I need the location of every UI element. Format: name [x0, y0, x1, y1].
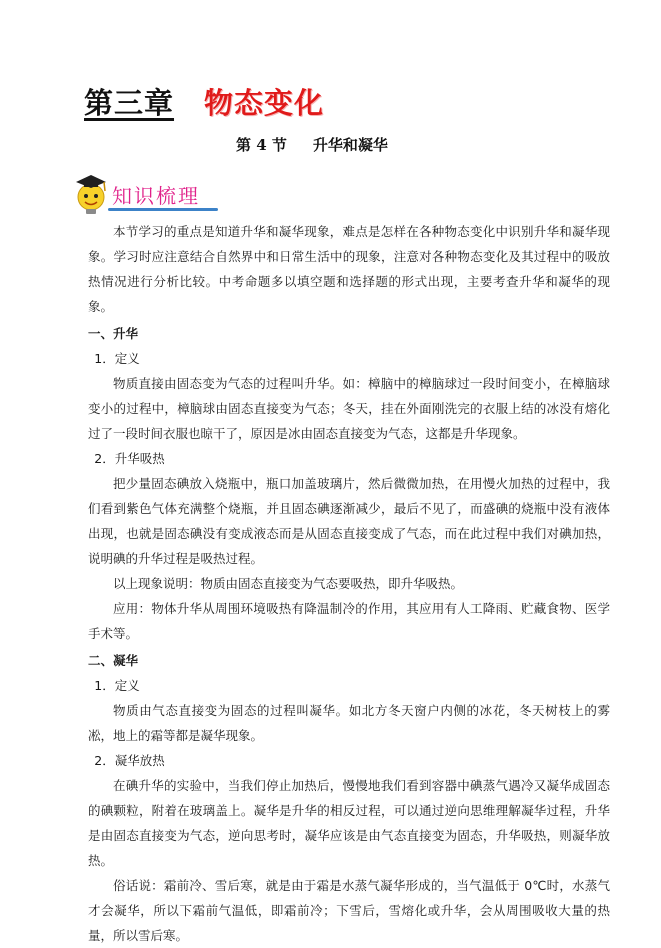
part1-sub2: 2．升华吸热 — [94, 451, 165, 466]
section-heading — [236, 134, 388, 155]
part2-sub1: 1．定义 — [94, 678, 140, 693]
part1-application: 应用：物体升华从周围环境吸热有降温制冷的作用，其应用有人工降雨、贮藏食物、医学手术等。 — [88, 601, 610, 641]
section-title: 升华和凝华 — [312, 136, 388, 154]
chapter-heading — [84, 82, 324, 122]
section-label: 第 4 节 — [236, 136, 287, 154]
part2-definition: 物质由气态直接变为固态的过程叫凝华。如北方冬天窗户内侧的冰花，冬天树枝上的雾凇，地上的霜等都是凝华现象。 — [88, 703, 610, 743]
chapter-number: 第三章 — [84, 86, 175, 120]
part2-heading: 二、凝华 — [88, 653, 139, 668]
banner-label: 知识梳理 — [112, 184, 200, 208]
part2-saying: 俗话说：霜前冷、雪后寒，就是由于霜是水蒸气凝华形成的，当气温低于 0℃时，水蒸气才会凝华，所以下霜前气温低，即霜前冷；下雪后，雪熔化或升华，会从周围吸收大量的热量，所以雪后寒。 — [88, 878, 610, 943]
part2-experiment: 在碘升华的实验中，当我们停止加热后，慢慢地我们看到容器中碘蒸气遇冷又凝华成固态的碘颗粒，附着在玻璃盖上。凝华是升华的相反过程，可以通过逆向思维理解凝华过程，升华是由固态直接变为气态，逆向思考时，凝华应该是由气态直接变为固态，升华吸热，则凝华放热。 — [88, 778, 610, 868]
intro-paragraph: 本节学习的重点是知道升华和凝华现象，难点是怎样在各种物态变化中识别升华和凝华现象。学习时应注意结合自然界中和日常生活中的现象，注意对各种物态变化及其过程中的吸放热情况进行分析比较。中考命题多以填空题和选择题的形式出现，主要考查升华和凝华的现象。 — [88, 224, 610, 314]
chapter-title: 物态变化 — [204, 86, 325, 120]
part1-sub1: 1．定义 — [94, 351, 140, 366]
part1-conclusion: 以上现象说明：物质由固态直接变为气态要吸热，即升华吸热。 — [113, 576, 464, 591]
banner-underline — [108, 208, 218, 211]
part2-sub2: 2．凝华放热 — [94, 753, 165, 768]
knowledge-banner — [70, 172, 220, 216]
part1-experiment: 把少量固态碘放入烧瓶中，瓶口加盖玻璃片，然后微微加热，在用慢火加热的过程中，我们看到紫色气体充满整个烧瓶，并且固态碘逐渐减少，最后不见了，而盛碘的烧瓶中没有液体出现，也就是固态碘没有变成液态而是从固态直接变成了气态，而在此过程中我们对碘加热，说明碘的升华过程是吸热过程。 — [88, 476, 610, 566]
part1-heading: 一、升华 — [88, 326, 139, 341]
article-body — [88, 219, 610, 948]
graduate-lightbulb-icon — [70, 172, 112, 216]
part1-definition: 物质直接由固态变为气态的过程叫升华。如：樟脑中的樟脑球过一段时间变小，在樟脑球变小的过程中，樟脑球由固态直接变为气态；冬天，挂在外面刚洗完的衣服上结的冰没有熔化过了一段时间衣服也晾干了，原因是冰由固态直接变为气态，这都是升华现象。 — [88, 376, 610, 441]
